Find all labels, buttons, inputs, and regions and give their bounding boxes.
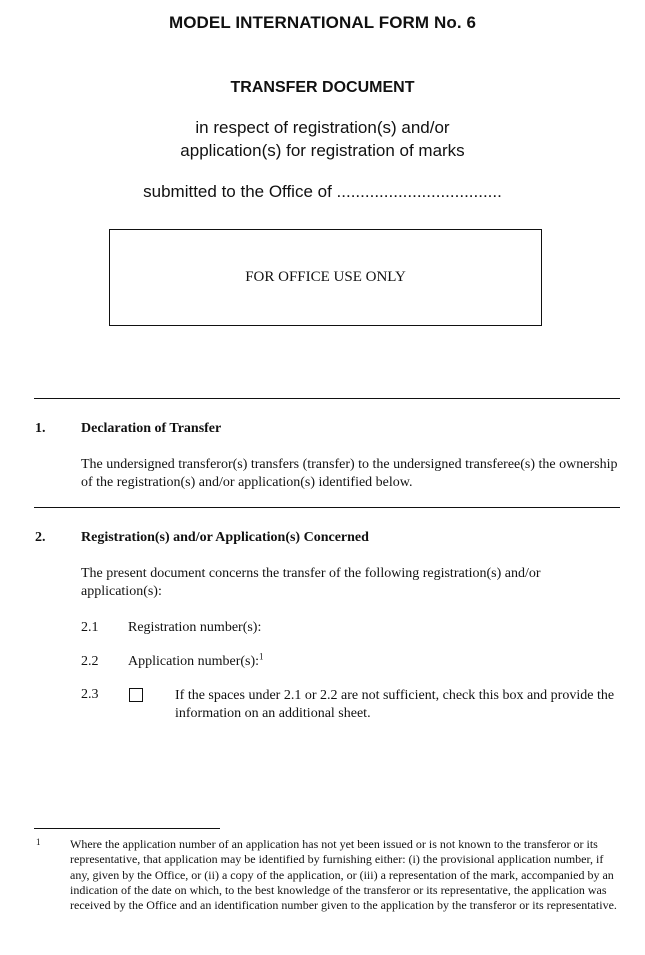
footnote-marker: 1 xyxy=(36,837,41,847)
form-title: MODEL INTERNATIONAL FORM No. 6 xyxy=(168,13,477,32)
section-1-title: Declaration of Transfer xyxy=(81,421,222,436)
item-2-1-number: 2.1 xyxy=(81,620,99,635)
office-use-label: FOR OFFICE USE ONLY xyxy=(245,269,406,285)
section-2-text: The present document concerns the transfer of the following registration(s) and/or application(s): xyxy=(81,566,541,599)
application-numbers-field[interactable] xyxy=(128,651,264,670)
section-divider xyxy=(34,507,620,508)
additional-sheet-text: If the spaces under 2.1 or 2.2 are not sufficient, check this box and provide the information on an additional sheet. xyxy=(175,688,615,721)
registration-numbers-field[interactable]: Registration number(s): xyxy=(128,620,262,635)
subtitle-line-1: in respect of registration(s) and/or xyxy=(195,118,450,137)
footnote-divider xyxy=(34,828,220,829)
item-2-3-number: 2.3 xyxy=(81,687,99,702)
application-numbers-label: Application number(s): xyxy=(128,654,260,669)
document-title: TRANSFER DOCUMENT xyxy=(230,79,415,96)
footnote-text: Where the application number of an application has not yet been issued or is not known to the transferor or its representative, that application may be identified by furnishing either: (i) the provisional application number, if any, given by the Office, or (ii) a copy of the application, or (iii) a representation of the mark, accompanied by an indication of the date on which, to the best knowledge of the transferor or its representative, the application was received by the Office and an identification number given to the application by the transferor or its representative. xyxy=(70,837,617,913)
section-2-number: 2. xyxy=(35,530,46,545)
submitted-to-office-field[interactable]: submitted to the Office of ................................... xyxy=(143,182,502,201)
section-1-number: 1. xyxy=(35,421,46,436)
section-2-title: Registration(s) and/or Application(s) Concerned xyxy=(81,530,369,545)
additional-sheet-checkbox[interactable] xyxy=(129,688,143,702)
footnote-reference: 1 xyxy=(259,651,264,662)
section-divider xyxy=(34,398,620,399)
office-use-box xyxy=(109,229,542,326)
section-1-text: The undersigned transferor(s) transfers (transfer) to the undersigned transferee(s) the ownership of the registration(s) and/or application(s) identified below. xyxy=(81,457,618,490)
subtitle-line-2: application(s) for registration of marks xyxy=(180,141,465,160)
item-2-2-number: 2.2 xyxy=(81,654,99,669)
